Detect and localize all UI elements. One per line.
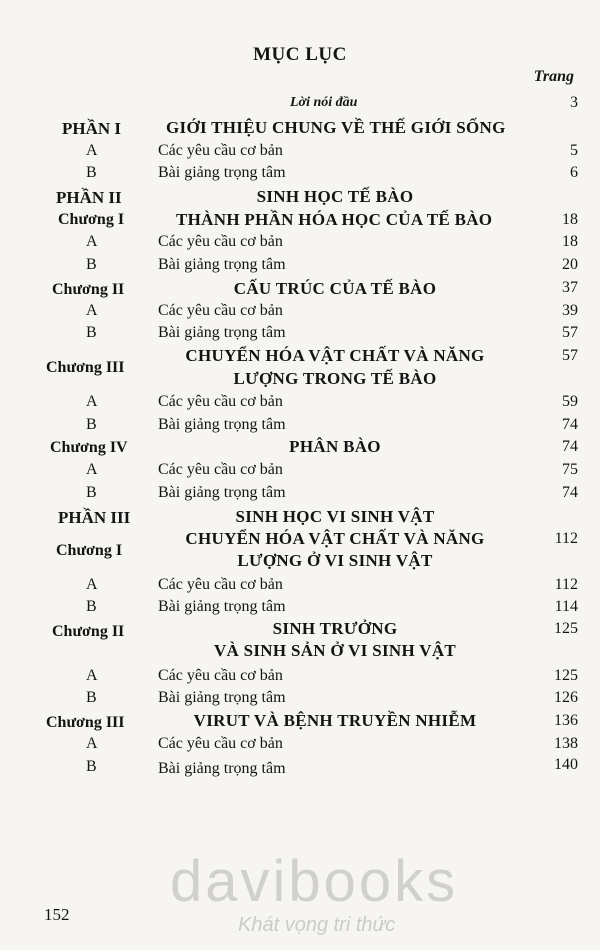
preface-title: Lời nói đầu bbox=[290, 95, 358, 110]
chapter-label: Chương I bbox=[56, 542, 123, 559]
chapter-title: CHUYỂN HÓA VẬT CHẤT VÀ NĂNG bbox=[185, 346, 485, 365]
item-title: Các yêu cầu cơ bản bbox=[158, 142, 283, 159]
chapter-page: 57 bbox=[562, 347, 578, 364]
chapter-label: Chương II bbox=[52, 623, 125, 640]
toc-row bbox=[0, 482, 600, 506]
toc-row-preface bbox=[0, 92, 600, 116]
chapter-label: Chương II bbox=[52, 281, 125, 298]
item-label: A bbox=[86, 233, 98, 250]
toc-row bbox=[0, 140, 600, 164]
item-label: B bbox=[86, 164, 97, 181]
section-title: SINH HỌC VI SINH VẬT bbox=[235, 507, 435, 526]
item-label: B bbox=[86, 256, 97, 273]
toc-row bbox=[0, 231, 600, 255]
item-label: A bbox=[86, 393, 98, 410]
item-label: A bbox=[86, 735, 98, 752]
toc-row bbox=[0, 391, 600, 415]
chapter-page: 18 bbox=[562, 211, 578, 228]
chapter-title: VIRUT VÀ BỆNH TRUYỀN NHIỄM bbox=[193, 711, 477, 730]
toc-row bbox=[0, 574, 600, 598]
toc-title: MỤC LỤC bbox=[253, 44, 347, 65]
item-label: A bbox=[86, 302, 98, 319]
toc-row bbox=[0, 710, 600, 734]
chapter-page: 125 bbox=[554, 620, 578, 637]
chapter-page: 112 bbox=[554, 530, 578, 547]
chapter-title-line2: VÀ SINH SẢN Ở VI SINH VẬT bbox=[213, 641, 457, 660]
item-label: B bbox=[86, 484, 97, 501]
item-label: B bbox=[86, 416, 97, 433]
page-column-label: Trang bbox=[533, 68, 574, 85]
section-title: SINH HỌC TẾ BÀO bbox=[256, 187, 414, 206]
item-page: 138 bbox=[554, 735, 578, 752]
item-page: 18 bbox=[562, 233, 578, 250]
item-label: B bbox=[86, 598, 97, 615]
page-number: 152 bbox=[44, 905, 70, 924]
chapter-title-line2: LƯỢNG Ở VI SINH VẬT bbox=[237, 551, 433, 570]
toc-row bbox=[0, 459, 600, 483]
toc-row bbox=[0, 414, 600, 438]
toc-row bbox=[0, 596, 600, 620]
watermark-brand: davibooks bbox=[170, 849, 459, 914]
toc-row bbox=[0, 687, 600, 711]
item-page: 57 bbox=[562, 324, 578, 341]
item-page: 140 bbox=[554, 756, 578, 773]
item-title: Các yêu cầu cơ bản bbox=[158, 667, 283, 684]
chapter-label: Chương III bbox=[46, 359, 125, 376]
item-page: 5 bbox=[570, 142, 578, 159]
section-label: PHẦN II bbox=[56, 188, 122, 207]
item-page: 125 bbox=[554, 667, 578, 684]
item-page: 112 bbox=[554, 576, 578, 593]
chapter-label: Chương IV bbox=[50, 439, 128, 456]
item-title: Các yêu cầu cơ bản bbox=[158, 393, 283, 410]
item-page: 126 bbox=[554, 689, 578, 706]
chapter-title: SINH TRƯỞNG bbox=[272, 619, 398, 638]
chapter-title: THÀNH PHẦN HÓA HỌC CỦA TẾ BÀO bbox=[176, 210, 493, 229]
toc-row bbox=[0, 618, 600, 666]
toc-row bbox=[0, 505, 600, 529]
item-title: Bài giảng trọng tâm bbox=[158, 256, 286, 273]
toc-row bbox=[0, 528, 600, 576]
item-page: 75 bbox=[562, 461, 578, 478]
toc-row bbox=[0, 116, 600, 140]
item-page: 39 bbox=[562, 302, 578, 319]
section-label: PHẦN III bbox=[58, 508, 131, 527]
toc-row bbox=[0, 733, 600, 757]
toc-row bbox=[0, 277, 600, 301]
item-label: A bbox=[86, 576, 98, 593]
item-title: Bài giảng trọng tâm bbox=[158, 164, 286, 181]
item-label: A bbox=[86, 142, 98, 159]
item-label: A bbox=[86, 461, 98, 478]
chapter-page: 74 bbox=[562, 438, 578, 455]
item-page: 114 bbox=[554, 598, 578, 615]
toc-row bbox=[0, 185, 600, 209]
item-title: Các yêu cầu cơ bản bbox=[158, 735, 283, 752]
item-title: Các yêu cầu cơ bản bbox=[158, 302, 283, 319]
chapter-page: 37 bbox=[562, 279, 578, 296]
item-label: B bbox=[86, 324, 97, 341]
chapter-label: Chương I bbox=[58, 211, 125, 228]
toc-row bbox=[0, 322, 600, 346]
item-title: Bài giảng trọng tâm bbox=[158, 484, 286, 501]
item-title: Bài giảng trọng tâm bbox=[158, 689, 286, 706]
item-title: Các yêu cầu cơ bản bbox=[158, 576, 283, 593]
toc-row bbox=[0, 436, 600, 460]
chapter-page: 136 bbox=[554, 712, 578, 729]
item-page: 20 bbox=[562, 256, 578, 273]
item-page: 74 bbox=[562, 416, 578, 433]
item-title: Các yêu cầu cơ bản bbox=[158, 233, 283, 250]
item-title: Bài giảng trọng tâm bbox=[158, 598, 286, 615]
item-page: 6 bbox=[570, 164, 578, 181]
item-page: 74 bbox=[562, 484, 578, 501]
toc-row bbox=[0, 345, 600, 393]
item-page: 59 bbox=[562, 393, 578, 410]
toc-row bbox=[0, 756, 600, 780]
toc-row bbox=[0, 162, 600, 186]
toc-row bbox=[0, 208, 600, 232]
toc-row bbox=[0, 665, 600, 689]
item-label: B bbox=[86, 758, 97, 775]
section-title: GIỚI THIỆU CHUNG VỀ THẾ GIỚI SỐNG bbox=[166, 118, 506, 137]
item-label: A bbox=[86, 667, 98, 684]
watermark-slogan: Khát vọng tri thức bbox=[238, 914, 396, 936]
chapter-label: Chương III bbox=[46, 714, 125, 731]
item-title: Các yêu cầu cơ bản bbox=[158, 461, 283, 478]
toc-row bbox=[0, 254, 600, 278]
chapter-title: CẤU TRÚC CỦA TẾ BÀO bbox=[233, 279, 437, 298]
chapter-title: PHÂN BÀO bbox=[289, 437, 381, 456]
item-title: Bài giảng trọng tâm bbox=[158, 760, 286, 777]
item-title: Bài giảng trọng tâm bbox=[158, 416, 286, 433]
chapter-title: CHUYỂN HÓA VẬT CHẤT VÀ NĂNG bbox=[185, 529, 485, 548]
toc-row bbox=[0, 300, 600, 324]
section-label: PHẦN I bbox=[62, 119, 122, 138]
item-label: B bbox=[86, 689, 97, 706]
item-title: Bài giảng trọng tâm bbox=[158, 324, 286, 341]
preface-page: 3 bbox=[570, 94, 578, 111]
chapter-title-line2: LƯỢNG TRONG TẾ BÀO bbox=[233, 369, 437, 388]
